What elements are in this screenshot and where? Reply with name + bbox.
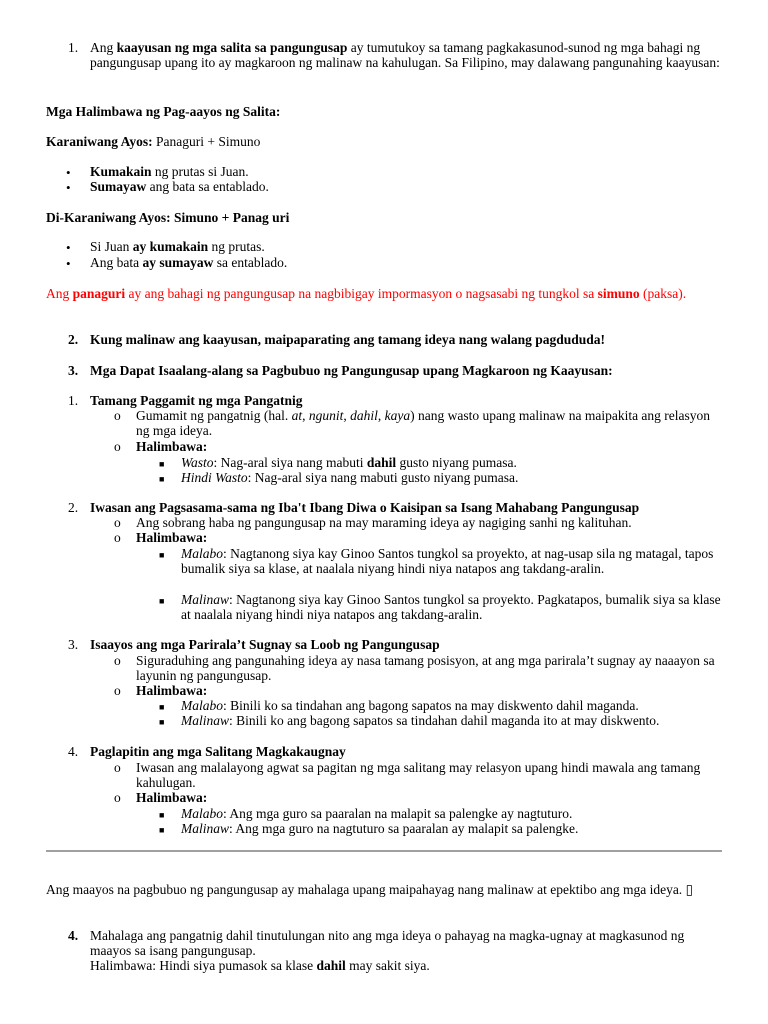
item-4-example: Halimbawa: Hindi siya pumasok sa klase dahil may sakit siya.: [90, 958, 430, 973]
circle-bullet-icon: o: [114, 439, 121, 454]
circle-bullet-icon: o: [114, 515, 121, 530]
section-title: Paglapitin ang mga Salitang Magkakaugnay: [90, 744, 346, 759]
list-item: Siguraduhing ang pangunahing ideya ay nasa tamang posisyon, at ang mga parirala’t sugnay ay naaayon sa layunin ng pangungusap.: [136, 653, 715, 683]
list-number: 1.: [68, 40, 79, 55]
halimbawa-label: Halimbawa:: [136, 683, 208, 698]
circle-bullet-icon: o: [114, 790, 121, 805]
paragraph-kaayusan: Ang kaayusan ng mga salita sa pangungusap ay tumutukoy sa tamang pagkakasunod-sunod ng mga bahagi ng pangungusap upang ito ay magkaroon ng malinaw na kahulugan. Sa Filipino, may dalawang pangunahing kaayusan:: [90, 40, 720, 70]
square-bullet-icon: ■: [159, 459, 165, 469]
halimbawa-label: Halimbawa:: [136, 530, 208, 545]
square-bullet-icon: ■: [159, 702, 165, 712]
list-item: Sumayaw ang bata sa entablado.: [90, 179, 269, 194]
panaguri-note: Ang panaguri ay ang bahagi ng pangungusap na nagbibigay impormasyon o nagsasabi ng tungkol sa simuno (paksa).: [46, 286, 687, 301]
square-bullet-icon: ■: [159, 810, 165, 820]
example-item: Malabo: Binili ko sa tindahan ang bagong sapatos na may diskwento dahil maganda.: [181, 698, 639, 713]
bullet-icon: •: [66, 180, 71, 195]
section-title: Tamang Paggamit ng mga Pangatnig: [90, 393, 303, 408]
section-title: Isaayos ang mga Parirala’t Sugnay sa Loob ng Pangungusap: [90, 637, 440, 652]
circle-bullet-icon: o: [114, 653, 121, 668]
list-item: Si Juan ay kumakain ng prutas.: [90, 239, 265, 254]
karaniwan-heading: Karaniwang Ayos: Panaguri + Simuno: [46, 134, 261, 149]
square-bullet-icon: ■: [159, 596, 165, 606]
section-title: Iwasan ang Pagsasama-sama ng Iba't Ibang Diwa o Kaisipan sa Isang Mahabang Pangungusap: [90, 500, 640, 515]
item-3-text: Mga Dapat Isaalang-alang sa Pagbubuo ng Pangungusap upang Magkaroon ng Kaayusan:: [90, 363, 613, 378]
list-number: 3.: [68, 363, 79, 378]
bullet-icon: •: [66, 165, 71, 180]
circle-bullet-icon: o: [114, 530, 121, 545]
list-item: Ang bata ay sumayaw sa entablado.: [90, 255, 288, 270]
list-item: Gumamit ng pangatnig (hal. at, ngunit, dahil, kaya) nang wasto upang malinaw na maipakita ang relasyon ng mga ideya.: [136, 408, 711, 438]
list-item: Iwasan ang malalayong agwat sa pagitan ng mga salitang may relasyon upang hindi mawala ang tamang kahulugan.: [136, 760, 701, 790]
square-bullet-icon: ■: [159, 474, 165, 484]
list-item: Kumakain ng prutas si Juan.: [90, 164, 249, 179]
square-bullet-icon: ■: [159, 717, 165, 727]
example-item: Hindi Wasto: Nag-aral siya nang mabuti gusto niyang pumasa.: [181, 470, 519, 485]
list-number: 2.: [68, 332, 79, 347]
item-4-text: Mahalaga ang pangatnig dahil tinutulungan nito ang mga ideya o pahayag na magka-ugnay at magkasunod ng maayos sa isang pangungusap. Halimbawa: Hindi siya pumasok sa klase dahil may sakit siya.: [90, 928, 726, 973]
closing-paragraph: Ang maayos na pagbubuo ng pangungusap ay mahalaga upang maipahayag nang malinaw at epektibo ang mga ideya. ▯: [46, 882, 693, 897]
circle-bullet-icon: o: [114, 408, 121, 423]
list-number: 4.: [68, 928, 79, 943]
halimbawa-label: Halimbawa:: [136, 790, 208, 805]
list-number: 3.: [68, 637, 79, 652]
example-item: Malinaw: Binili ko ang bagong sapatos sa tindahan dahil maganda ito at may diskwento.: [181, 713, 660, 728]
dikaraniwan-heading: Di-Karaniwang Ayos: Simuno + Panag uri: [46, 210, 290, 225]
list-item: Ang sobrang haba ng pangungusap na may maraming ideya ay nagiging sanhi ng kalituhan.: [136, 515, 632, 530]
halimbawa-label: Halimbawa:: [136, 439, 208, 454]
list-number: 4.: [68, 744, 79, 759]
example-item: Malabo: Ang mga guro sa paaralan na malapit sa palengke ay nagtuturo.: [181, 806, 573, 821]
bullet-icon: •: [66, 256, 71, 271]
placeholder-glyph-icon: ▯: [685, 882, 693, 897]
list-number: 1.: [68, 393, 79, 408]
horizontal-divider: [46, 850, 722, 852]
square-bullet-icon: ■: [159, 550, 165, 560]
example-item: Malinaw: Nagtanong siya kay Ginoo Santos tungkol sa proyekto. Pagkatapos, bumalik siya sa klase at naalala niyang hindi niya natapos ang takdang-aralin.: [181, 592, 721, 622]
example-item: Malinaw: Ang mga guro na nagtuturo sa paaralan ay malapit sa palengke.: [181, 821, 579, 836]
bullet-icon: •: [66, 240, 71, 255]
examples-heading: Mga Halimbawa ng Pag-aayos ng Salita:: [46, 104, 281, 119]
square-bullet-icon: ■: [159, 825, 165, 835]
list-number: 2.: [68, 500, 79, 515]
item-2-text: Kung malinaw ang kaayusan, maipaparating ang tamang ideya nang walang pagdududa!: [90, 332, 606, 347]
example-item: Malabo: Nagtanong siya kay Ginoo Santos tungkol sa proyekto, at nag-usap sila ng matagal, tapos bumalik siya sa klase, at naalala niyang hindi niya natapos ang takdang-aralin.: [181, 546, 714, 576]
example-item: Wasto: Nag-aral siya nang mabuti dahil gusto niyang pumasa.: [181, 455, 517, 470]
circle-bullet-icon: o: [114, 760, 121, 775]
circle-bullet-icon: o: [114, 683, 121, 698]
